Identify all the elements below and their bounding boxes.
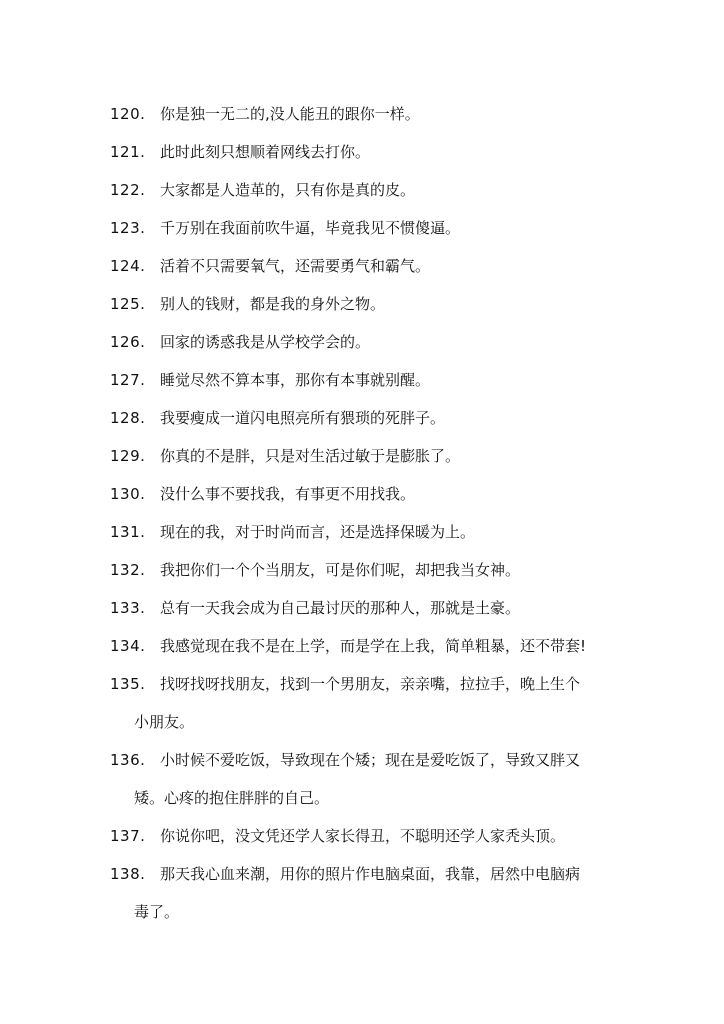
item-text [134,750,630,808]
item-text [134,864,630,922]
list-item [110,180,630,200]
item-number: 136. [110,751,146,769]
item-number: 124. [110,257,146,275]
item-text-line: 找呀找呀找朋友，找到一个男朋友，亲亲嘴，拉拉手，晚上生个 [160,675,581,693]
list-item [110,674,630,732]
item-text-continuation: 毒了。 [134,903,180,921]
list-item [110,598,630,618]
item-text: 现在的我，对于时尚而言，还是选择保暖为上。 [160,523,476,541]
item-number: 137. [110,827,146,845]
list-item [110,446,630,466]
list-item [110,332,630,352]
item-number: 122. [110,181,146,199]
item-text: 我要瘦成一道闪电照亮所有猥琐的死胖子。 [160,409,446,427]
item-number: 138. [110,865,146,883]
item-text [134,674,630,732]
item-text: 别人的钱财，都是我的身外之物。 [160,295,386,313]
list-item [110,104,630,124]
item-text: 你是独一无二的,没人能丑的跟你一样。 [160,105,420,123]
item-number: 131. [110,523,146,541]
list-item [110,864,630,922]
item-text: 总有一天我会成为自己最讨厌的那种人，那就是土豪。 [160,599,521,617]
list-item [110,408,630,428]
list-item [110,294,630,314]
item-text: 睡觉尽然不算本事，那你有本事就别醒。 [160,371,431,389]
list-item [110,484,630,504]
list-item [110,560,630,580]
numbered-list [110,104,630,940]
item-number: 125. [110,295,146,313]
item-number: 129. [110,447,146,465]
item-text: 我感觉现在我不是在上学，而是学在上我，简单粗暴，还不带套! [160,637,587,655]
list-item [110,142,630,162]
item-number: 133. [110,599,146,617]
item-number: 123. [110,219,146,237]
item-text: 没什么事不要找我，有事更不用找我。 [160,485,416,503]
list-item [110,218,630,238]
item-text: 我把你们一个个当朋友，可是你们呢，却把我当女神。 [160,561,521,579]
item-text: 活着不只需要氧气，还需要勇气和霸气。 [160,257,431,275]
item-text-continuation: 矮。心疼的抱住胖胖的自己。 [134,789,330,807]
item-text: 千万别在我面前吹牛逼，毕竟我见不惯傻逼。 [160,219,461,237]
item-text: 此时此刻只想顺着网线去打你。 [160,143,371,161]
list-item [110,370,630,390]
item-number: 128. [110,409,146,427]
item-text: 回家的诱惑我是从学校学会的。 [160,333,371,351]
item-number: 135. [110,675,146,693]
list-item [110,826,630,846]
item-number: 120. [110,105,146,123]
item-text: 你真的不是胖，只是对生活过敏于是膨胀了。 [160,447,461,465]
item-number: 132. [110,561,146,579]
item-number: 121. [110,143,146,161]
list-item [110,522,630,542]
item-number: 127. [110,371,146,389]
item-text-line: 那天我心血来潮，用你的照片作电脑桌面，我靠，居然中电脑病 [160,865,581,883]
item-number: 126. [110,333,146,351]
list-item [110,750,630,808]
item-number: 130. [110,485,146,503]
list-item [110,256,630,276]
item-text-continuation: 小朋友。 [134,713,195,731]
item-text-line: 小时候不爱吃饭，导致现在个矮；现在是爱吃饭了，导致又胖又 [160,751,581,769]
item-text: 你说你吧，没文凭还学人家长得丑，不聪明还学人家秃头顶。 [160,827,566,845]
item-text: 大家都是人造革的，只有你是真的皮。 [160,181,416,199]
item-number: 134. [110,637,146,655]
list-item [110,636,630,656]
